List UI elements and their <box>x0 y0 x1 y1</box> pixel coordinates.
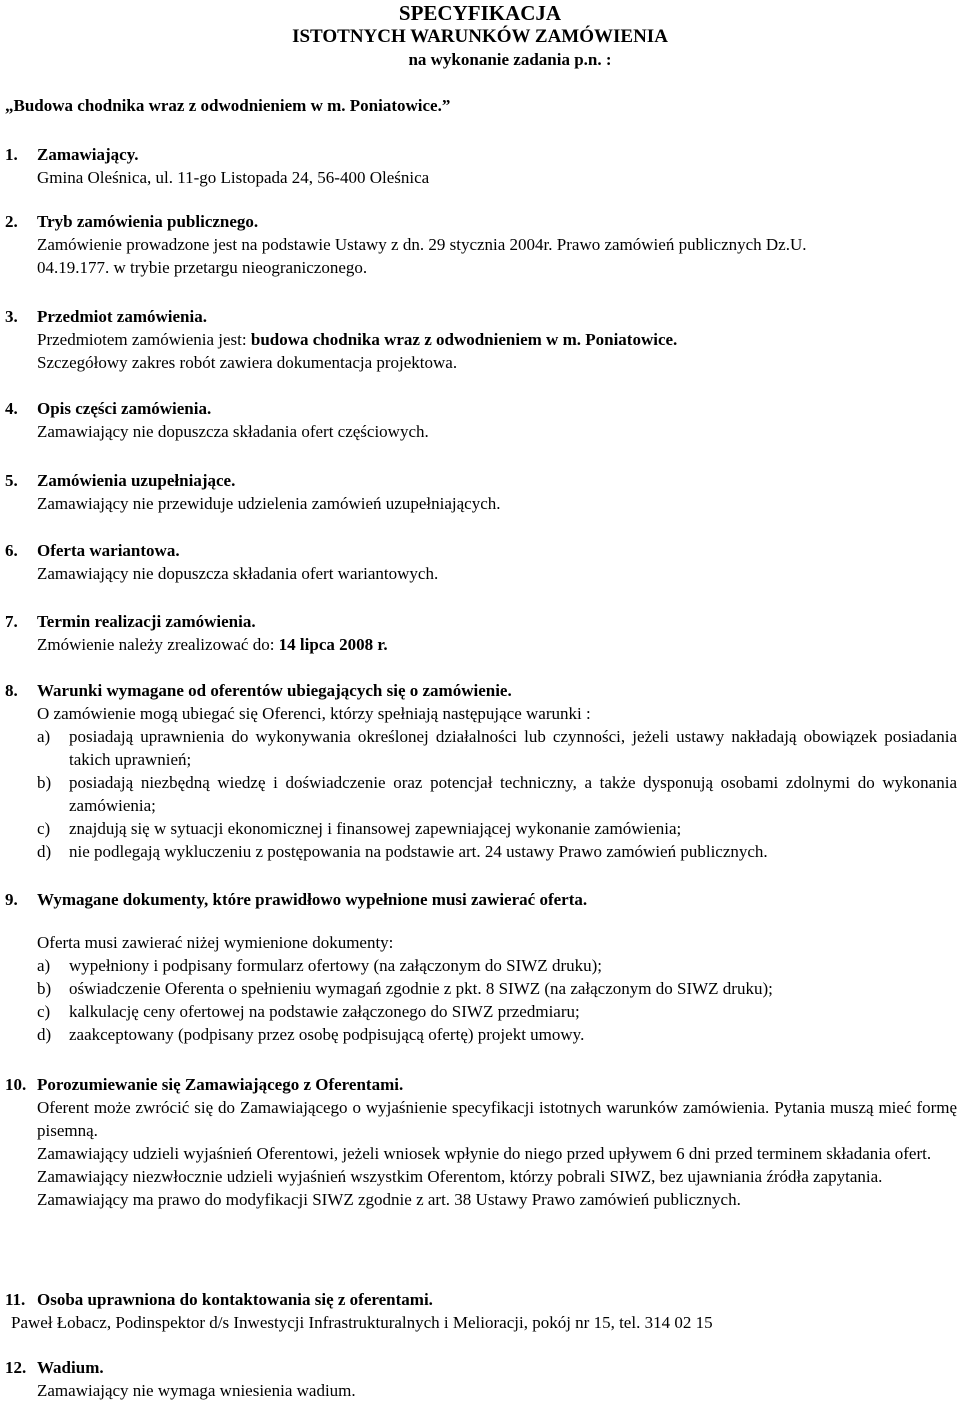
section-title: Osoba uprawniona do kontaktowania się z oferentami. <box>37 1290 433 1309</box>
section-2 <box>5 210 957 279</box>
section-title: Oferta wariantowa. <box>37 541 180 560</box>
list-item: b) posiadają niezbędną wiedzę i doświadczenie oraz potencjał techniczny, a także dysponują osobami zdolnymi do wykonania zamówienia; <box>37 773 957 815</box>
section-text: 04.19.177. w trybie przetargu nieograniczonego. <box>37 258 368 277</box>
section-text: Zmówienie należy zrealizować do: 14 lipca 2008 r. <box>37 635 388 654</box>
section-number: 5. <box>5 471 18 490</box>
section-number: 4. <box>5 399 18 418</box>
section-number: 11. <box>5 1290 26 1309</box>
section-8 <box>5 679 957 863</box>
section-paragraph: Zamawiający udzieli wyjaśnień Oferentowi, jeżeli wniosek wpłynie do niego przed upływem 6 dni przed terminem składania ofert. <box>37 1144 932 1163</box>
section-title: Wymagane dokumenty, które prawidłowo wypełnione musi zawierać oferta. <box>37 890 588 909</box>
contact-person: Paweł Łobacz, Podinspektor d/s Inwestycji Infrastrukturalnych i Melioracji, pokój nr 15, tel. 314 02 15 <box>11 1313 713 1332</box>
section-text: Zamawiający nie dopuszcza składania ofert wariantowych. <box>37 564 439 583</box>
list-item: a) posiadają uprawnienia do wykonywania określonej działalności lub czynności, jeżeli ustawy nakładają obowiązek posiadania takich uprawnień; <box>37 727 957 769</box>
section-4 <box>5 397 957 443</box>
section-title: Termin realizacji zamówienia. <box>37 612 256 631</box>
document-title: SPECYFIKACJA <box>398 1 562 25</box>
section-text: Przedmiotem zamówienia jest: budowa chodnika wraz z odwodnieniem w m. Poniatowice. <box>37 330 678 349</box>
section-text: Szczegółowy zakres robót zawiera dokumentacja projektowa. <box>37 353 458 372</box>
section-title: Zamówienia uzupełniające. <box>37 471 236 490</box>
document-subtitle-2: na wykonanie zadania p.n. : <box>408 50 612 69</box>
section-number: 12. <box>5 1358 27 1377</box>
section-number: 2. <box>5 212 18 231</box>
list-item: c) znajdują się w sytuacji ekonomicznej i finansowej zapewniającej wykonanie zamówienia; <box>37 819 682 838</box>
section-9 <box>5 888 957 1046</box>
section-title: Zamawiający. <box>37 145 139 164</box>
section-text: Zamawiający nie wymaga wniesienia wadium. <box>37 1381 356 1400</box>
section-number: 1. <box>5 145 18 164</box>
section-paragraph: Zamawiający ma prawo do modyfikacji SIWZ zgodnie z art. 38 Ustawy Prawo zamówień publicznych. <box>37 1190 741 1209</box>
section-text: Zamówienie prowadzone jest na podstawie Ustawy z dn. 29 stycznia 2004r. Prawo zamówień publicznych Dz.U. <box>37 235 807 254</box>
document-subtitle: ISTOTNYCH WARUNKÓW ZAMÓWIENIA <box>292 26 668 47</box>
section-text: Zamawiający nie przewiduje udzielenia zamówień uzupełniających. <box>37 494 501 513</box>
section-title: Tryb zamówienia publicznego. <box>37 212 259 231</box>
section-text: Gmina Oleśnica, ul. 11-go Listopada 24, 56-400 Oleśnica <box>37 168 430 187</box>
list-item: b) oświadczenie Oferenta o spełnieniu wymagań zgodnie z pkt. 8 SIWZ (na załączonym do SIWZ druku); <box>37 979 773 998</box>
section-3 <box>5 305 957 374</box>
section-number: 3. <box>5 307 18 326</box>
section-5 <box>5 469 957 515</box>
section-paragraph: Zamawiający niezwłocznie udzieli wyjaśnień wszystkim Oferentom, którzy pobrali SIWZ, bez ujawniania źródła zapytania. <box>37 1167 883 1186</box>
section-6 <box>5 539 957 585</box>
section-number: 7. <box>5 612 18 631</box>
list-item: d) zaakceptowany (podpisany przez osobę podpisującą ofertę) projekt umowy. <box>37 1025 585 1044</box>
section-7 <box>5 610 957 656</box>
section-text: Oferta musi zawierać niżej wymienione dokumenty: <box>37 933 394 952</box>
section-title: Porozumiewanie się Zamawiającego z Oferentami. <box>37 1075 404 1094</box>
section-text: Zamawiający nie dopuszcza składania ofert częściowych. <box>37 422 429 441</box>
section-10 <box>5 1073 957 1211</box>
section-12 <box>5 1356 957 1402</box>
section-title: Wadium. <box>37 1358 104 1377</box>
section-number: 9. <box>5 890 18 909</box>
list-item: a) wypełniony i podpisany formularz ofertowy (na załączonym do SIWZ druku); <box>37 956 602 975</box>
list-item: c) kalkulację ceny ofertowej na podstawie załączonego do SIWZ przedmiaru; <box>37 1002 580 1021</box>
section-11 <box>5 1288 957 1334</box>
deadline-date: 14 lipca 2008 r. <box>278 635 388 654</box>
contract-subject: „Budowa chodnika wraz z odwodnieniem w m. Poniatowice.” <box>5 96 451 115</box>
section-title: Warunki wymagane od oferentów ubiegających się o zamówienie. <box>37 681 512 700</box>
section-title: Przedmiot zamówienia. <box>37 307 207 326</box>
section-title: Opis części zamówienia. <box>37 399 212 418</box>
section-number: 8. <box>5 681 18 700</box>
section-paragraph: Oferent może zwrócić się do Zamawiającego o wyjaśnienie specyfikacji istotnych warunków zamówienia. Pytania muszą mieć formę pisemną. <box>37 1098 957 1140</box>
section-number: 6. <box>5 541 18 560</box>
section-1 <box>5 143 957 189</box>
section-number: 10. <box>5 1075 27 1094</box>
subject-highlight: budowa chodnika wraz z odwodnieniem w m. Poniatowice. <box>250 330 678 349</box>
list-item: d) nie podlegają wykluczeniu z postępowania na podstawie art. 24 ustawy Prawo zamówień publicznych. <box>37 842 768 861</box>
section-text: O zamówienie mogą ubiegać się Oferenci, którzy spełniają następujące warunki : <box>37 704 591 723</box>
